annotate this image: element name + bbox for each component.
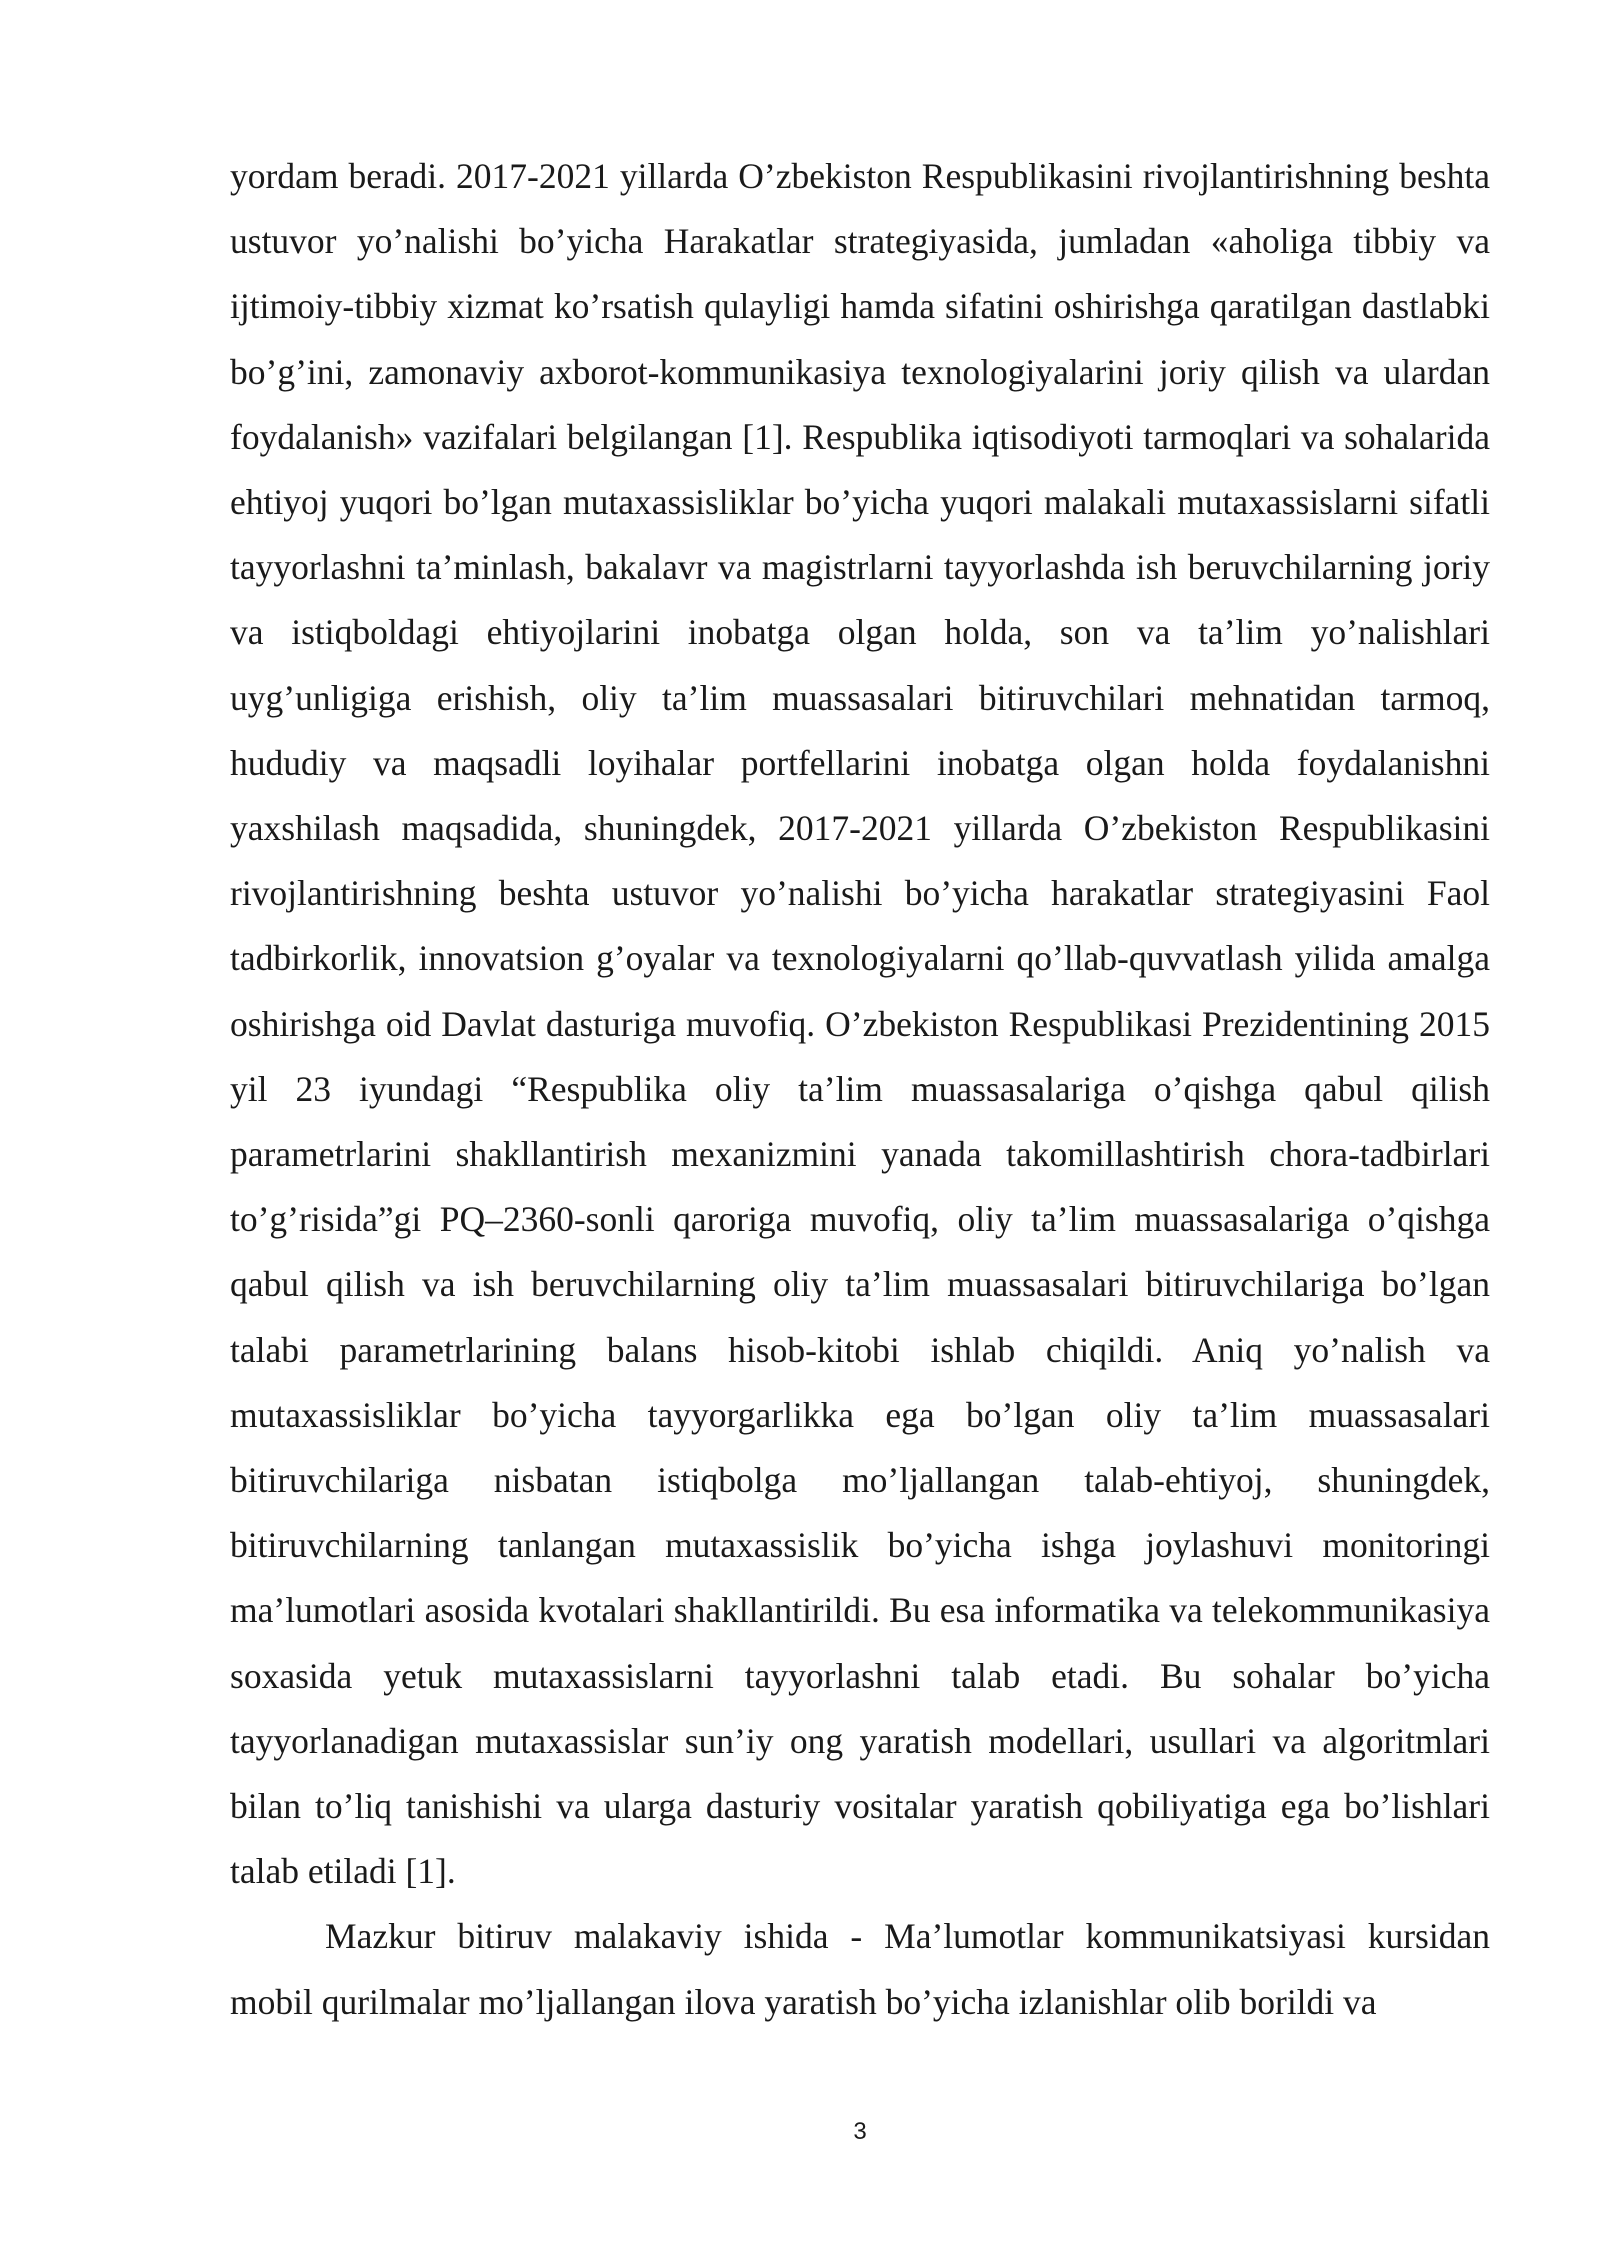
paragraph-continuation: yordam beradi. 2017-2021 yillarda O’zbekiston Respublikasini rivojlantirishning beshta ustuvor yo’nalishi bo’yicha Harakatlar strategiyasida, jumladan «aholiga tibbiy va ijtimoiy-tibbiy xizmat ko’rsatish qulayligi hamda sifatini oshirishga qaratilgan dastlabki bo’g’ini, zamonaviy axborot-kommunikasiya texnologiyalarini joriy qilish va ulardan foydalanish» vazifalari belgilangan [1]. Respublika iqtisodiyoti tarmoqlari va sohalarida ehtiyoj yuqori bo’lgan mutaxassisliklar bo’yicha yuqori malakali mutaxassislarni sifatli tayyorlashni ta’minlash, bakalavr va magistrlarni tayyorlashda ish beruvchilarning joriy va istiqboldagi ehtiyojlarini inobatga olgan holda, son va ta’lim yo’nalishlari uyg’unligiga erishish, oliy ta’lim muassasalari bitiruvchilari mehnatidan tarmoq, hududiy va maqsadli loyihalar portfellarini inobatga olgan holda foydalanishni yaxshilash maqsadida, shuningdek, 2017-2021 yillarda O’zbekiston Respublikasini rivojlantirishning beshta ustuvor yo’nalishi bo’yicha harakatlar strategiyasini Faol tadbirkorlik, innovatsion g’oyalar va texnologiyalarni qo’llab-quvvatlash yilida amalga oshirishga oid Davlat dasturiga muvofiq. O’zbekiston Respublikasi Prezidentining 2015 yil 23 iyundagi “Respublika oliy ta’lim muassasalariga o’qishga qabul qilish parametrlarini shakllantirish mexanizmini yanada takomillashtirish chora-tadbirlari to’g’risida”gi PQ–2360-sonli qaroriga muvofiq, oliy ta’lim muassasalariga o’qishga qabul qilish va ish beruvchilarning oliy ta’lim muassasalari bitiruvchilariga bo’lgan talabi parametrlarining balans hisob-kitobi ishlab chiqildi. Aniq yo’nalish va mutaxassisliklar bo’yicha tayyorgarlikka ega bo’lgan oliy ta’lim muassasalari bitiruvchilariga nisbatan istiqbolga mo’ljallangan talab-ehtiyoj, shuningdek, bitiruvchilarning tanlangan mutaxassislik bo’yicha ishga joylashuvi monitoringi ma’lumotlari asosida kvotalari shakllantirildi. Bu esa informatika va telekommunikasiya soxasida yetuk mutaxassislarni tayyorlashni talab etadi. Bu sohalar bo’yicha tayyorlanadigan mutaxassislar sun’iy ong yaratish modellari, usullari va algoritmlari bilan to’liq tanishishi va ularga dasturiy vositalar yaratish qobiliyatiga ega bo’lishlari talab etiladi [1]. <box>230 156 1490 1892</box>
page-number: 3 <box>853 2118 867 2145</box>
paragraph-mazkur: Mazkur bitiruv malakaviy ishida - Ma’lumotlar kommunikatsiyasi kursidan mobil qurilmalar mo’ljallangan ilova yaratish bo’yicha izlanishlar olib borildi va <box>230 1916 1490 2022</box>
body-text <box>230 144 1490 2035</box>
